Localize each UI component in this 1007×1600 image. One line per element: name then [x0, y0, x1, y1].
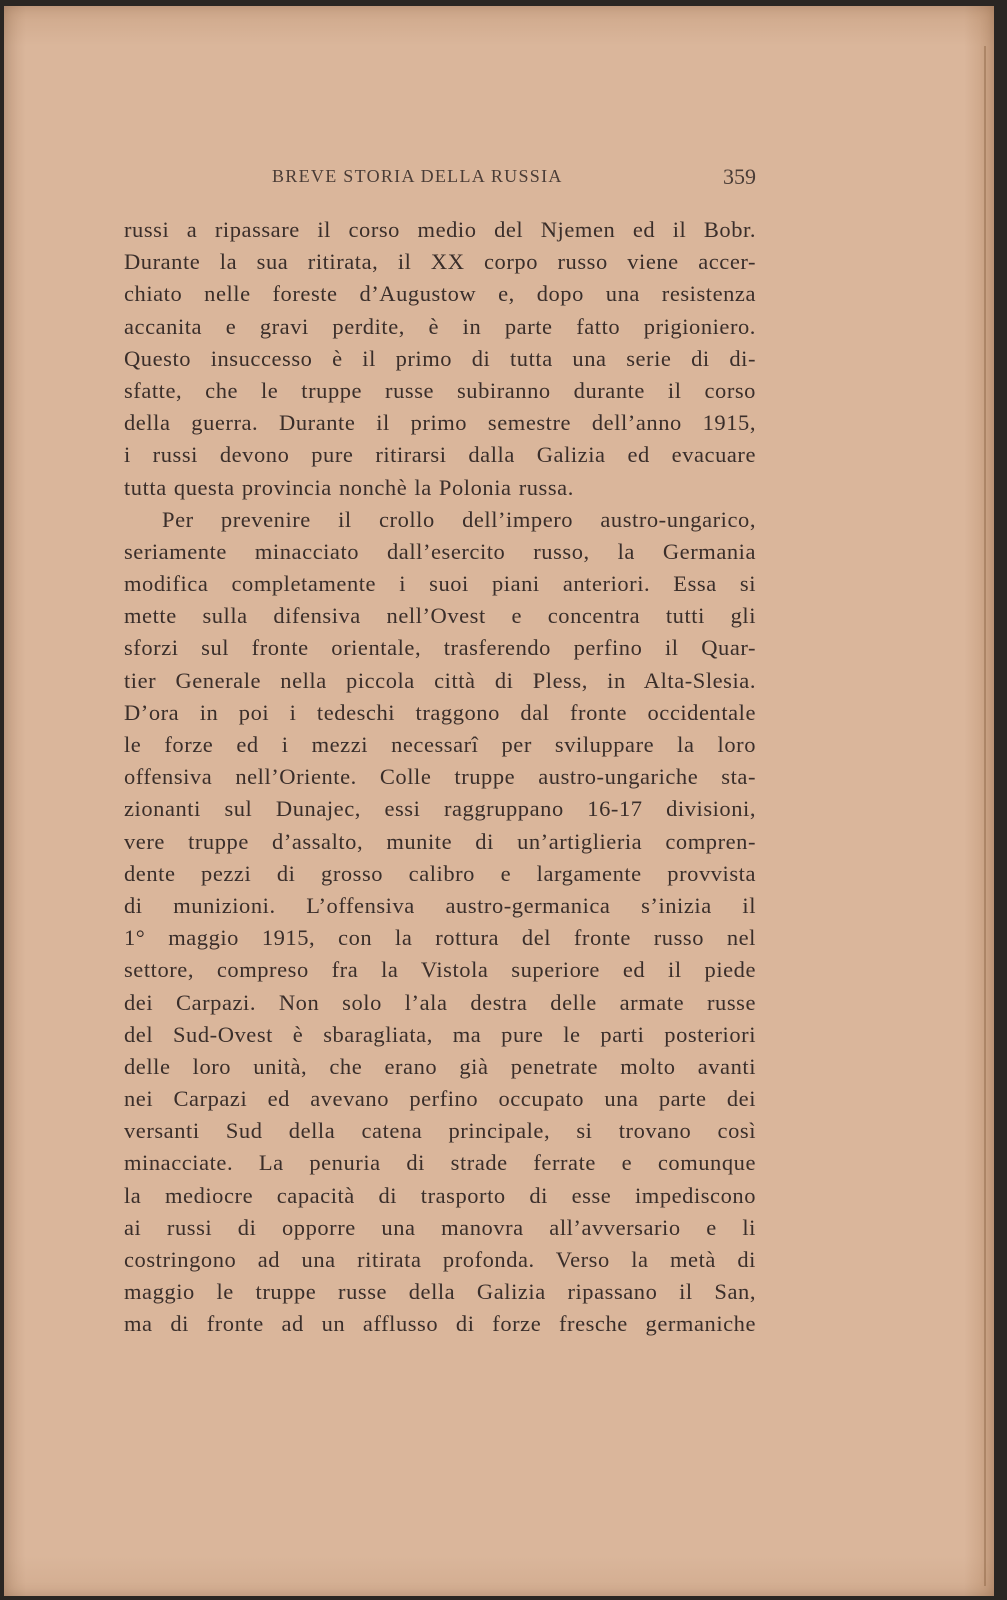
text-line: costringono ad una ritirata profonda. Verso la metà di — [124, 1247, 756, 1272]
page-number: 359 — [723, 164, 756, 189]
text-line: della guerra. Durante il primo semestre dell’anno 1915, — [124, 410, 756, 436]
text-line: ai russi di opporre una manovra all’avversario e li — [124, 1214, 756, 1240]
text-line: seriamente minacciato dall’esercito russo, la Germania — [124, 538, 756, 564]
text-line: i russi devono pure ritirarsi dalla Galizia ed evacuare — [124, 442, 756, 468]
text-line: di munizioni. L’offensiva austro-germanica s’inizia il — [124, 892, 756, 918]
text-line: settore, compreso fra la Vistola superiore ed il piede — [124, 957, 756, 983]
page-header — [272, 164, 756, 190]
text-line: accanita e gravi perdite, è in parte fatto prigioniero. — [124, 313, 756, 339]
text-line: mette sulla difensiva nell’Ovest e concentra tutti gli — [124, 603, 756, 629]
text-line: delle loro unità, che erano già penetrate molto avanti — [124, 1053, 756, 1079]
text-line: Durante la sua ritirata, il XX corpo russo viene accer- — [124, 249, 756, 275]
text-line: la mediocre capacità di trasporto di esse impediscono — [124, 1182, 756, 1208]
text-line: Questo insuccesso è il primo di tutta una serie di di- — [124, 345, 756, 371]
text-line: le forze ed i mezzi necessarî per sviluppare la loro — [124, 732, 756, 757]
text-line: vere truppe d’assalto, munite di un’artiglieria compren- — [124, 828, 756, 854]
text-line: sforzi sul fronte orientale, trasferendo perfino il Quar- — [124, 635, 756, 661]
text-line: minacciate. La penuria di strade ferrate e comunque — [124, 1150, 756, 1176]
text-line: russi a ripassare il corso medio del Njemen ed il Bobr. — [124, 217, 756, 242]
text-line: sfatte, che le truppe russe subiranno durante il corso — [124, 377, 756, 403]
text-line: zionanti sul Dunajec, essi raggruppano 16-17 divisioni, — [124, 796, 756, 822]
running-title: BREVE STORIA DELLA RUSSIA — [272, 166, 563, 186]
text-line: modifica completamente i suoi piani anteriori. Essa si — [124, 571, 756, 597]
text-line: dente pezzi di grosso calibro e largamente provvista — [124, 860, 756, 886]
text-line: chiato nelle foreste d’Augustow e, dopo una resistenza — [124, 281, 756, 307]
text-line: tier Generale nella piccola città di Pless, in Alta-Slesia. — [124, 667, 756, 693]
text-line: del Sud-Ovest è sbaragliata, ma pure le parti posteriori — [124, 1021, 756, 1047]
text-line: nei Carpazi ed avevano perfino occupato una parte dei — [124, 1086, 756, 1112]
text-line: ma di fronte ad un afflusso di forze fresche germaniche — [124, 1311, 756, 1337]
paragraph-first-line: Per prevenire il crollo dell’impero austro-ungarico, — [162, 506, 756, 532]
page-edge — [970, 46, 986, 1586]
paragraph-last-line: tutta questa provincia nonchè la Polonia russa. — [124, 474, 574, 500]
text-line: maggio le truppe russe della Galizia ripassano il San, — [124, 1279, 756, 1305]
text-line: offensiva nell’Oriente. Colle truppe austro-ungariche sta- — [124, 764, 756, 790]
text-line: dei Carpazi. Non solo l’ala destra delle armate russe — [124, 989, 756, 1015]
body-text — [124, 214, 756, 1341]
text-line: 1° maggio 1915, con la rottura del fronte russo nel — [124, 925, 756, 951]
text-line: D’ora in poi i tedeschi traggono dal fronte occidentale — [124, 699, 756, 725]
text-line: versanti Sud della catena principale, si trovano così — [124, 1118, 756, 1144]
